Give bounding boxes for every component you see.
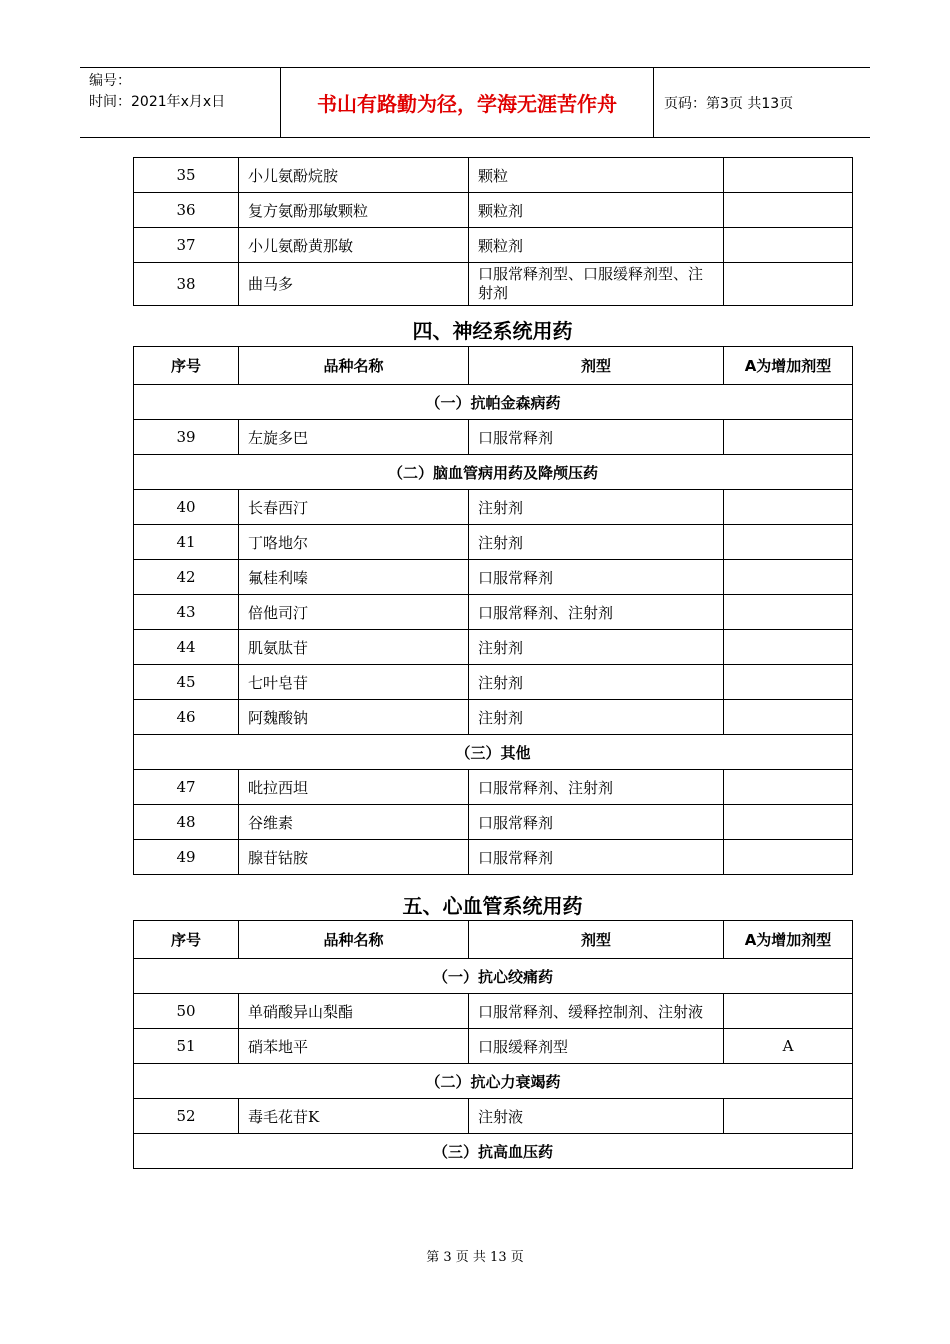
row-number: 39 (134, 420, 239, 455)
row-number: 50 (134, 994, 239, 1029)
table-row (134, 263, 853, 306)
row-number: 37 (134, 228, 239, 263)
header-motto: 书山有路勤为径，学海无涯苦作舟 (281, 68, 654, 137)
drug-name: 吡拉西坦 (239, 770, 469, 805)
dosage-form: 注射剂 (469, 490, 724, 525)
group-row (134, 735, 853, 770)
added-form (724, 228, 853, 263)
dosage-form: 颗粒剂 (469, 228, 724, 263)
added-form (724, 525, 853, 560)
drug-name: 毒毛花苷K (239, 1099, 469, 1134)
dosage-form: 口服缓释剂型 (469, 1029, 724, 1064)
drug-name: 长春西汀 (239, 490, 469, 525)
dosage-form: 口服常释剂 (469, 420, 724, 455)
col-header-form: 剂型 (469, 347, 724, 385)
drug-name: 阿魏酸钠 (239, 700, 469, 735)
drug-name: 小儿氨酚黄那敏 (239, 228, 469, 263)
added-form (724, 490, 853, 525)
dosage-form: 口服常释剂 (469, 805, 724, 840)
col-header-number: 序号 (134, 921, 239, 959)
table-row (134, 158, 853, 193)
group-row (134, 959, 853, 994)
dosage-form: 口服常释剂型、口服缓释剂型、注射剂 (469, 263, 724, 306)
group-row (134, 455, 853, 490)
added-form (724, 840, 853, 875)
col-header-number: 序号 (134, 347, 239, 385)
added-form (724, 158, 853, 193)
dosage-form: 口服常释剂、注射剂 (469, 595, 724, 630)
header-meta (80, 68, 281, 137)
group-row (134, 385, 853, 420)
table-row (134, 1029, 853, 1064)
row-number: 36 (134, 193, 239, 228)
added-form: A (724, 1029, 853, 1064)
group-title: （三）抗高血压药 (134, 1134, 853, 1169)
section-title: 四、神经系统用药 (412, 319, 573, 343)
page-footer: 第 3 页 共 13 页 (426, 1250, 524, 1265)
added-form (724, 560, 853, 595)
table-row (134, 840, 853, 875)
added-form (724, 700, 853, 735)
time-label: 时间：2021年x月x日 (89, 94, 226, 110)
table-header (134, 921, 853, 959)
header-page-code: 页码：第3页 共13页 (664, 95, 794, 112)
added-form (724, 665, 853, 700)
dosage-form: 口服常释剂 (469, 560, 724, 595)
row-number: 45 (134, 665, 239, 700)
dosage-form: 口服常释剂、缓释控制剂、注射液 (469, 994, 724, 1029)
table-row (134, 630, 853, 665)
group-title: （三）其他 (134, 735, 853, 770)
row-number: 38 (134, 263, 239, 306)
row-number: 42 (134, 560, 239, 595)
group-title: （一）抗心绞痛药 (134, 959, 853, 994)
group-row (134, 1064, 853, 1099)
col-header-name: 品种名称 (239, 347, 469, 385)
row-number: 49 (134, 840, 239, 875)
table-row (134, 595, 853, 630)
drug-table-section5 (133, 920, 853, 1169)
added-form (724, 263, 853, 306)
drug-table-continued (133, 157, 853, 306)
drug-name: 氟桂利嗪 (239, 560, 469, 595)
table-header (134, 347, 853, 385)
added-form (724, 1099, 853, 1134)
table-row (134, 228, 853, 263)
table-row (134, 805, 853, 840)
group-title: （二）抗心力衰竭药 (134, 1064, 853, 1099)
dosage-form: 口服常释剂、注射剂 (469, 770, 724, 805)
drug-name: 曲马多 (239, 263, 469, 306)
table-row (134, 700, 853, 735)
drug-name: 谷维素 (239, 805, 469, 840)
group-title: （一）抗帕金森病药 (134, 385, 853, 420)
col-header-form: 剂型 (469, 921, 724, 959)
drug-name: 小儿氨酚烷胺 (239, 158, 469, 193)
dosage-form: 颗粒 (469, 158, 724, 193)
drug-name: 左旋多巴 (239, 420, 469, 455)
added-form (724, 193, 853, 228)
section-title: 五、心血管系统用药 (402, 894, 583, 918)
table-row (134, 665, 853, 700)
added-form (724, 805, 853, 840)
table-row (134, 994, 853, 1029)
drug-name: 肌氨肽苷 (239, 630, 469, 665)
drug-name: 丁咯地尔 (239, 525, 469, 560)
row-number: 47 (134, 770, 239, 805)
drug-table-section4 (133, 346, 853, 875)
group-row (134, 1134, 853, 1169)
drug-name: 倍他司汀 (239, 595, 469, 630)
row-number: 44 (134, 630, 239, 665)
added-form (724, 630, 853, 665)
page-header (80, 67, 870, 138)
row-number: 40 (134, 490, 239, 525)
added-form (724, 770, 853, 805)
table-row (134, 420, 853, 455)
drug-name: 硝苯地平 (239, 1029, 469, 1064)
dosage-form: 口服常释剂 (469, 840, 724, 875)
drug-name: 单硝酸异山梨酯 (239, 994, 469, 1029)
number-label: 编号： (89, 73, 131, 89)
row-number: 46 (134, 700, 239, 735)
table-row (134, 525, 853, 560)
group-title: （二）脑血管病用药及降颅压药 (134, 455, 853, 490)
table-row (134, 490, 853, 525)
dosage-form: 注射剂 (469, 700, 724, 735)
col-header-added: A为增加剂型 (724, 347, 853, 385)
row-number: 41 (134, 525, 239, 560)
dosage-form: 注射液 (469, 1099, 724, 1134)
dosage-form: 注射剂 (469, 525, 724, 560)
row-number: 52 (134, 1099, 239, 1134)
table-row (134, 770, 853, 805)
added-form (724, 994, 853, 1029)
row-number: 51 (134, 1029, 239, 1064)
col-header-added: A为增加剂型 (724, 921, 853, 959)
drug-name: 腺苷钴胺 (239, 840, 469, 875)
row-number: 43 (134, 595, 239, 630)
col-header-name: 品种名称 (239, 921, 469, 959)
table-row (134, 1099, 853, 1134)
dosage-form: 注射剂 (469, 665, 724, 700)
row-number: 35 (134, 158, 239, 193)
drug-name: 七叶皂苷 (239, 665, 469, 700)
table-row (134, 193, 853, 228)
added-form (724, 595, 853, 630)
dosage-form: 注射剂 (469, 630, 724, 665)
dosage-form: 颗粒剂 (469, 193, 724, 228)
drug-name: 复方氨酚那敏颗粒 (239, 193, 469, 228)
added-form (724, 420, 853, 455)
table-row (134, 560, 853, 595)
row-number: 48 (134, 805, 239, 840)
